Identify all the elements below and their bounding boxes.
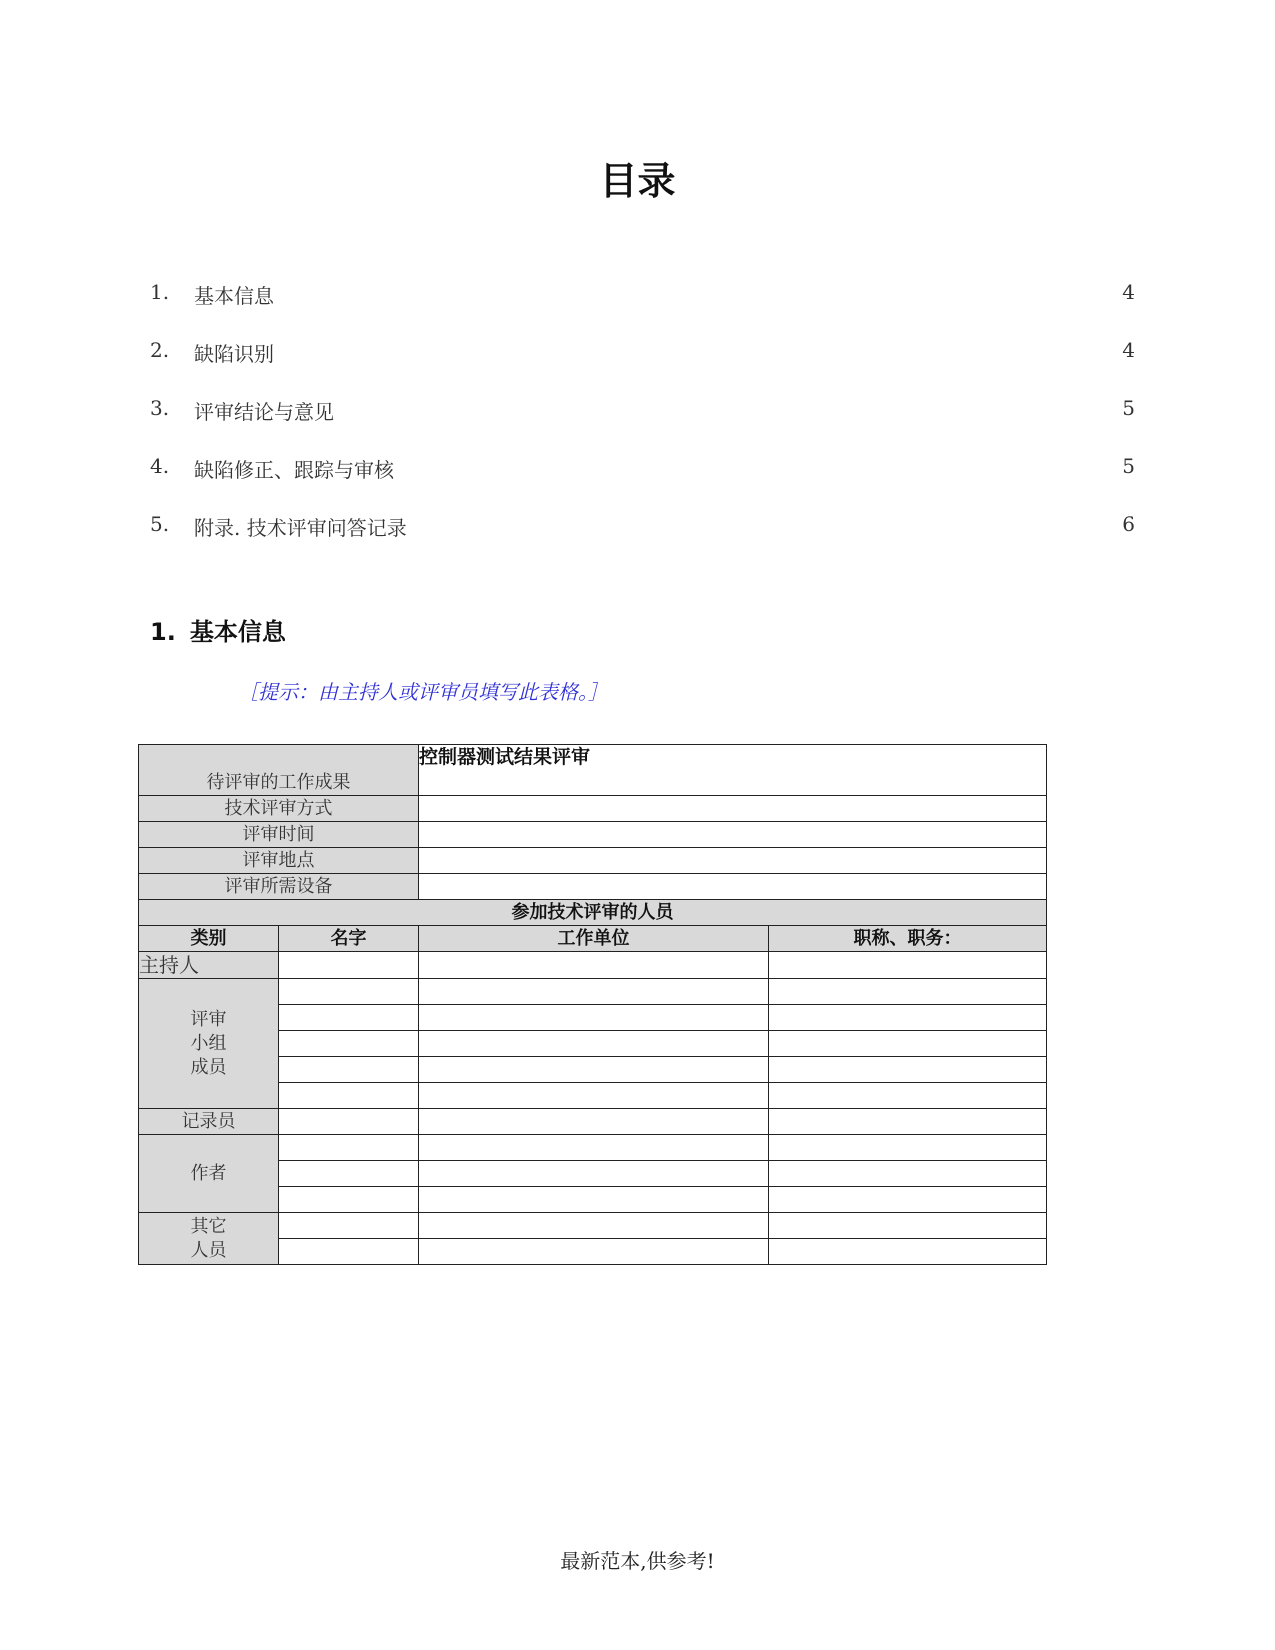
section-heading (150, 612, 286, 647)
category-others (139, 1213, 279, 1265)
member-name-cell[interactable] (279, 1057, 419, 1083)
member-title-cell[interactable] (769, 1005, 1047, 1031)
category-review-line: 成员 (190, 1056, 227, 1078)
recorder-title-cell[interactable] (769, 1109, 1047, 1135)
category-others-line: 其它 (190, 1215, 227, 1237)
category-recorder: 记录员 (139, 1109, 279, 1135)
category-author: 作者 (139, 1135, 279, 1213)
member-name-cell[interactable] (279, 1005, 419, 1031)
toc-entry-number: 2. (150, 338, 170, 362)
toc-entry-number: 5. (150, 512, 170, 536)
toc-entry[interactable] (150, 502, 1135, 560)
toc-title: 目录 (599, 159, 676, 203)
table-of-contents (150, 270, 1135, 560)
member-name-cell[interactable] (279, 979, 419, 1005)
author-title-cell[interactable] (769, 1161, 1047, 1187)
recorder-name-cell[interactable] (279, 1109, 419, 1135)
other-name-cell[interactable] (279, 1213, 419, 1239)
member-name-cell[interactable] (279, 1083, 419, 1109)
toc-entry-page: 4 (1122, 338, 1135, 362)
author-title-cell[interactable] (769, 1135, 1047, 1161)
member-title-cell[interactable] (769, 1057, 1047, 1083)
toc-entry-page: 6 (1122, 512, 1135, 536)
review-place-field[interactable] (419, 848, 1047, 874)
toc-entry-number: 3. (150, 396, 170, 420)
recorder-unit-cell[interactable] (419, 1109, 769, 1135)
toc-entry[interactable] (150, 444, 1135, 502)
other-unit-cell[interactable] (419, 1213, 769, 1239)
author-name-cell[interactable] (279, 1135, 419, 1161)
category-host: 主持人 (139, 952, 279, 979)
column-header-name: 名字 (279, 926, 419, 952)
column-header-unit: 工作单位 (419, 926, 769, 952)
review-time-label: 评审时间 (139, 822, 419, 848)
member-unit-cell[interactable] (419, 1031, 769, 1057)
member-title-cell[interactable] (769, 1031, 1047, 1057)
section-number: 1. (150, 618, 176, 646)
toc-entry-number: 4. (150, 454, 170, 478)
category-review-line: 小组 (190, 1032, 227, 1054)
work-product-label: 待评审的工作成果 (139, 745, 419, 796)
toc-entry-text: 缺陷识别 (194, 342, 274, 366)
review-time-field[interactable] (419, 822, 1047, 848)
toc-entry-text: 评审结论与意见 (194, 400, 334, 424)
column-header-title: 职称、职务： (769, 926, 1047, 952)
member-unit-cell[interactable] (419, 1057, 769, 1083)
host-title-cell[interactable] (769, 952, 1047, 979)
host-name-cell[interactable] (279, 952, 419, 979)
member-name-cell[interactable] (279, 1031, 419, 1057)
member-unit-cell[interactable] (419, 979, 769, 1005)
toc-entry[interactable] (150, 328, 1135, 386)
member-unit-cell[interactable] (419, 1083, 769, 1109)
other-title-cell[interactable] (769, 1213, 1047, 1239)
equipment-field[interactable] (419, 874, 1047, 900)
toc-entry[interactable] (150, 386, 1135, 444)
author-unit-cell[interactable] (419, 1187, 769, 1213)
review-place-label: 评审地点 (139, 848, 419, 874)
category-review-members (139, 979, 279, 1109)
toc-entry-page: 4 (1122, 280, 1135, 304)
author-unit-cell[interactable] (419, 1161, 769, 1187)
category-review-line: 评审 (190, 1008, 227, 1030)
work-product-value[interactable]: 控制器测试结果评审 (419, 745, 1047, 796)
equipment-label: 评审所需设备 (139, 874, 419, 900)
member-title-cell[interactable] (769, 979, 1047, 1005)
review-info-table (138, 744, 1047, 1265)
other-name-cell[interactable] (279, 1239, 419, 1265)
toc-entry[interactable] (150, 270, 1135, 328)
other-title-cell[interactable] (769, 1239, 1047, 1265)
category-others-line: 人员 (190, 1239, 227, 1261)
toc-entry-number: 1. (150, 280, 170, 304)
author-unit-cell[interactable] (419, 1135, 769, 1161)
member-unit-cell[interactable] (419, 1005, 769, 1031)
page-footer: 最新范本,供参考! (560, 1549, 715, 1573)
toc-entry-page: 5 (1122, 454, 1135, 478)
toc-entry-text: 基本信息 (194, 284, 274, 308)
toc-entry-text: 附录. 技术评审问答记录 (194, 516, 407, 540)
section-hint: ［提示：由主持人或评审员填写此表格。］ (238, 680, 608, 704)
participants-header: 参加技术评审的人员 (139, 900, 1047, 926)
toc-entry-page: 5 (1122, 396, 1135, 420)
other-unit-cell[interactable] (419, 1239, 769, 1265)
host-unit-cell[interactable] (419, 952, 769, 979)
author-name-cell[interactable] (279, 1187, 419, 1213)
section-title: 基本信息 (189, 618, 286, 646)
member-title-cell[interactable] (769, 1083, 1047, 1109)
review-method-label: 技术评审方式 (139, 796, 419, 822)
author-name-cell[interactable] (279, 1161, 419, 1187)
column-header-category: 类别 (139, 926, 279, 952)
author-title-cell[interactable] (769, 1187, 1047, 1213)
review-method-field[interactable] (419, 796, 1047, 822)
toc-entry-text: 缺陷修正、跟踪与审核 (194, 458, 394, 482)
